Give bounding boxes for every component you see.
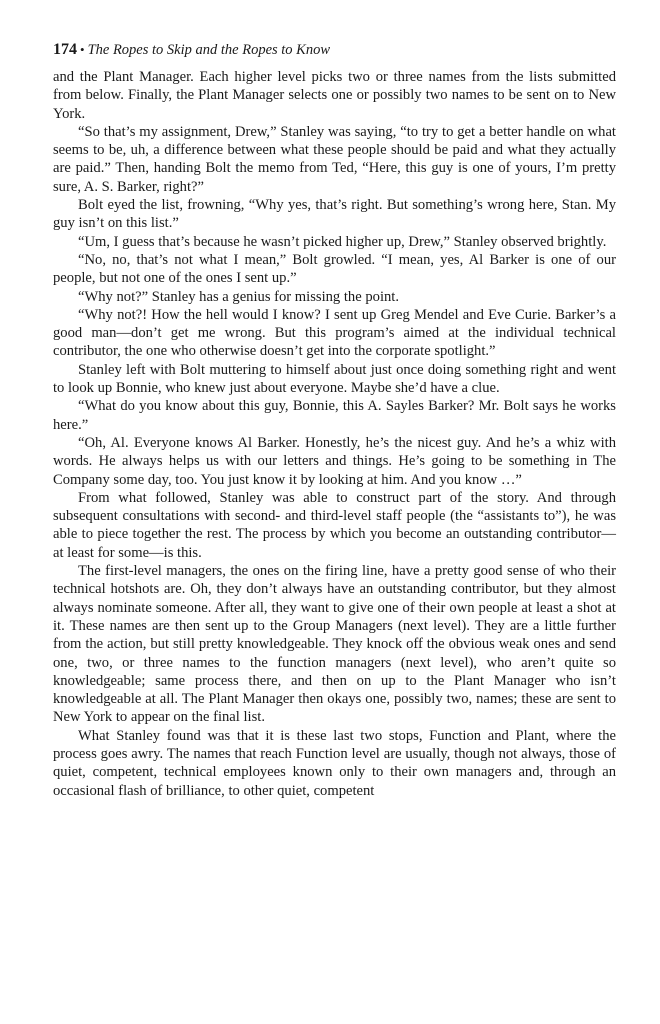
paragraph: “Um, I guess that’s because he wasn’t picked higher up, Drew,” Stanley observed brightly. — [78, 233, 607, 250]
paragraph: “What do you know about this guy, Bonnie, this A. Sayles Barker? Mr. Bolt says he works here.” — [53, 398, 616, 433]
page-number: 174 — [53, 41, 77, 58]
body-text — [53, 68, 616, 800]
paragraph: “Why not?! How the hell would I know? I sent up Greg Mendel and Eve Curie. Barker’s a good man—don’t get me wrong. But this program’s aimed at the individual technical contributor, the one who otherwise doesn’t get into the corporate spotlight.” — [53, 306, 616, 360]
bullet-separator: • — [80, 42, 85, 57]
paragraph-continued: and the Plant Manager. Each higher level picks two or three names from the lists submitted from below. Finally, the Plant Manager selects one or possibly two names to be sent on to New York. — [53, 69, 616, 122]
paragraph: “Oh, Al. Everyone knows Al Barker. Honestly, he’s the nicest guy. And he’s a whiz with words. He always helps us with our letters and things. He’s going to be something in The Company some day, too. You just know it by looking at him. And you know …” — [53, 434, 616, 488]
paragraph: The first-level managers, the ones on the firing line, have a pretty good sense of who their technical hotshots are. Oh, they don’t always have an outstanding contributor, but they almost always nominate someone. After all, they want to give one of their own people at least a shot at it. These names are then sent up to the Group Managers (next level). They are a little further from the action, but still pretty knowledgeable. They knock off the obvious weak ones and send one, two, or three names to the function managers (next level), who aren’t quite so knowledgeable; same process there, and then on up to the Plant Manager who isn’t knowledgeable at all. The Plant Manager then okays one, possibly two, names; these are sent to New York to appear on the final list. — [53, 563, 616, 726]
paragraph: What Stanley found was that it is these last two stops, Function and Plant, where the process goes awry. The names that reach Function level are usually, though not always, those of quiet, competent, technical employees known only to their own managers and, through an occasional flash of brilliance, to other quiet, competent — [53, 727, 616, 799]
running-head — [53, 40, 616, 64]
paragraph: “No, no, that’s not what I mean,” Bolt growled. “I mean, yes, Al Barker is one of our people, but not one of the ones I sent up.” — [53, 251, 616, 287]
paragraph: “So that’s my assignment, Drew,” Stanley was saying, “to try to get a better handle on what seems to be, uh, a difference between what these people should be paid and what they actually are paid.” Then, handing Bolt the memo from Ted, “Here, this guy is one of yours, I’m pretty sure, A. S. Barker, right?” — [53, 123, 616, 195]
paragraph: From what followed, Stanley was able to construct part of the story. And through subsequent consultations with second- and third-level staff people (the “assistants to”), he was able to piece together the rest. The process by which you become an outstanding contributor—at least for some—is this. — [53, 489, 616, 561]
paragraph: Stanley left with Bolt muttering to himself about just once doing something right and went to look up Bonnie, who knew just about everyone. Maybe she’d have a clue. — [53, 361, 616, 397]
book-page — [53, 40, 616, 800]
paragraph: Bolt eyed the list, frowning, “Why yes, that’s right. But something’s wrong here, Stan. My guy isn’t on this list.” — [53, 197, 616, 232]
book-title: The Ropes to Skip and the Ropes to Know — [87, 42, 331, 58]
paragraph: “Why not?” Stanley has a genius for missing the point. — [78, 288, 399, 305]
